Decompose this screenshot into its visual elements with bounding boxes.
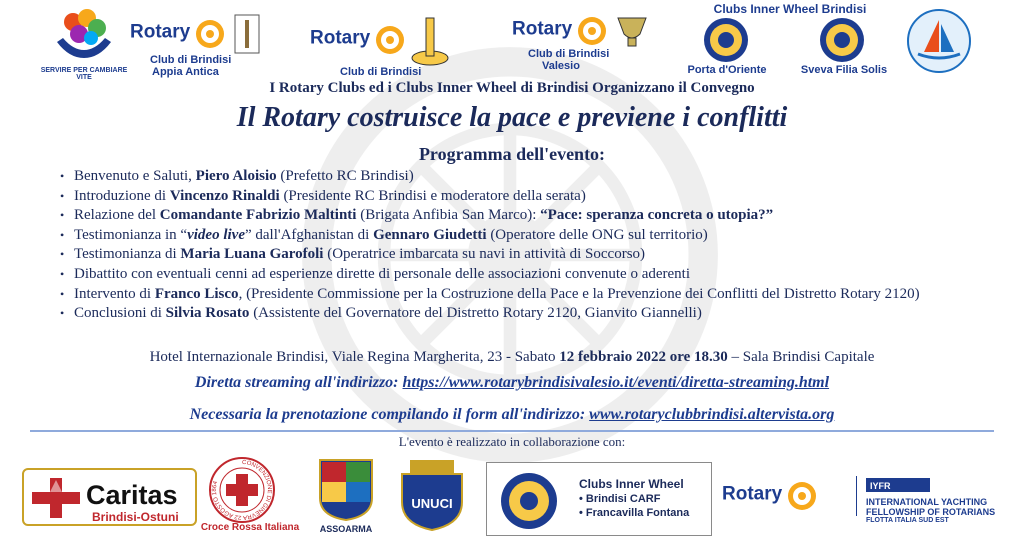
program-item: • Testimonianza di Maria Luana Garofoli (Operatrice imbarcata su navi in attività di Soccorso) (58, 245, 978, 265)
program-item: • Intervento di Franco Lisco, (Presidente Commissione per la Costruzione della Pace e la Prevenzione dei Conflitti del Distretto Rotary 2120) (58, 285, 978, 305)
rotary-wordmark: Rotary (722, 483, 783, 505)
program-item: • Conclusioni di Silvia Rosato (Assistente del Governatore del Distretto Rotary 2120, Gianvito Giannelli) (58, 304, 978, 324)
program-item: • Dibattito con eventuali cenni ad esperienze dirette di personale delle associazioni convenute o aderenti (58, 265, 978, 285)
unuci-label: UNUCI (411, 496, 453, 511)
inner-wheel-icon (702, 16, 750, 64)
program-item: • Introduzione di Vincenzo Rinaldi (Presidente RC Brindisi e moderatore della serata) (58, 187, 978, 207)
vase-emblem-icon (612, 14, 652, 48)
iw-club2-label: Sveva Filia Solis (800, 64, 888, 76)
rotary-wheel-icon (194, 18, 226, 50)
rotary-footer-logo (722, 480, 818, 512)
rotary-brindisi-logo (310, 14, 450, 78)
club1-line1: Club di Brindisi (150, 54, 232, 66)
club3-line2: Valesio (542, 60, 580, 72)
iyfr-line3: FLOTTA ITALIA SUD EST (866, 517, 949, 524)
club-emblem-icon (234, 14, 260, 54)
iyfr-badge: IYFR (870, 481, 891, 491)
iyfr-logo (866, 478, 1024, 524)
assoarma-label: ASSOARMA (319, 524, 373, 534)
hands-heart-icon (49, 8, 119, 60)
inner-wheel-box-item: • Brindisi CARF (579, 493, 661, 505)
booking-label: Necessaria la prenotazione compilando il form all'indirizzo: (189, 406, 590, 423)
iw-club1-label: Porta d'Oriente (687, 64, 767, 76)
caritas-logo (22, 468, 197, 526)
inner-wheel-icon (818, 16, 866, 64)
header-logos (0, 0, 1024, 80)
rotary-wordmark: Rotary (310, 27, 371, 49)
program-item: • Relazione del Comandante Fabrizio Maltinti (Brigata Anfibia San Marco): “Pace: speranza concreta o utopia?” (58, 206, 978, 226)
service-logo-text: SERVIRE PER CAMBIARE VITE (40, 67, 128, 81)
cri-label: Croce Rossa Italiana (200, 522, 300, 533)
rotary-appia-antica-logo (130, 14, 260, 78)
rotary-wheel-icon (576, 15, 608, 47)
booking-line (0, 406, 1024, 424)
streaming-line (0, 374, 1024, 392)
page-title: Il Rotary costruisce la pace e previene i conflitti (236, 102, 788, 133)
streaming-link[interactable]: https://www.rotarybrindisivalesio.it/eventi/diretta-streaming.html (402, 374, 830, 391)
rotary-valesio-logo (512, 14, 652, 72)
iyfr-line2: FELLOWSHIP OF ROTARIANS (866, 507, 996, 517)
footer-separator (856, 476, 857, 516)
rotary-wheel-icon (786, 480, 818, 512)
program-item: • Testimonianza in “video live” dall'Afghanistan di Gennaro Giudetti (Operatore delle ONG sul territorio) (58, 226, 978, 246)
unuci-shield-icon (396, 458, 468, 532)
iyfr-line1: INTERNATIONAL YACHTING (866, 497, 988, 507)
event-date: 12 febbraio 2022 ore 18.30 (559, 349, 728, 365)
inner-wheel-box (486, 462, 712, 536)
club2-line1: Club di Brindisi (340, 66, 422, 78)
rotary-wordmark: Rotary (130, 21, 191, 43)
rotary-wordmark: Rotary (512, 18, 573, 40)
inner-wheel-icon (499, 471, 559, 531)
club1-line2: Appia Antica (152, 66, 219, 78)
caritas-cross-icon (30, 476, 82, 520)
collaboration-label: L'evento è realizzato in collaborazione con: (398, 434, 626, 449)
inner-wheel-box-title: Clubs Inner Wheel (579, 477, 684, 491)
program-list (58, 167, 978, 324)
cri-ring-text: CONVENZIONE DI GINEVRA 22 AGOSTO 1864 (211, 459, 273, 521)
club3-line1: Club di Brindisi (528, 48, 610, 60)
inner-wheel-box-item: • Francavilla Fontana (579, 507, 690, 519)
service-logo (34, 8, 134, 81)
inner-wheel-title: Clubs Inner Wheel Brindisi (713, 2, 867, 16)
red-cross-icon (208, 456, 276, 524)
rotary-wheel-icon (374, 24, 406, 56)
caritas-subtitle: Brindisi-Ostuni (92, 510, 179, 524)
caritas-wordmark: Caritas (86, 480, 178, 510)
intro-line: I Rotary Clubs ed i Clubs Inner Wheel di Brindisi Organizzano il Convegno (269, 80, 755, 96)
divider (30, 430, 994, 432)
sailing-emblem-icon (906, 8, 972, 74)
program-heading: Programma dell'evento: (418, 144, 606, 164)
venue-line: Hotel Internazionale Brindisi, Viale Regina Margherita, 23 - Sabato 12 febbraio 2022 ore 18.30 – Sala Brindisi Capitale (149, 349, 875, 365)
booking-link[interactable]: www.rotaryclubbrindisi.altervista.org (589, 406, 835, 423)
streaming-label: Diretta streaming all'indirizzo: (194, 374, 403, 391)
assoarma-shield-icon (318, 458, 374, 522)
program-item: • Benvenuto e Saluti, Piero Aloisio (Prefetto RC Brindisi) (58, 167, 978, 187)
iyfr-flag-icon (866, 478, 930, 492)
column-emblem-icon (410, 14, 450, 66)
